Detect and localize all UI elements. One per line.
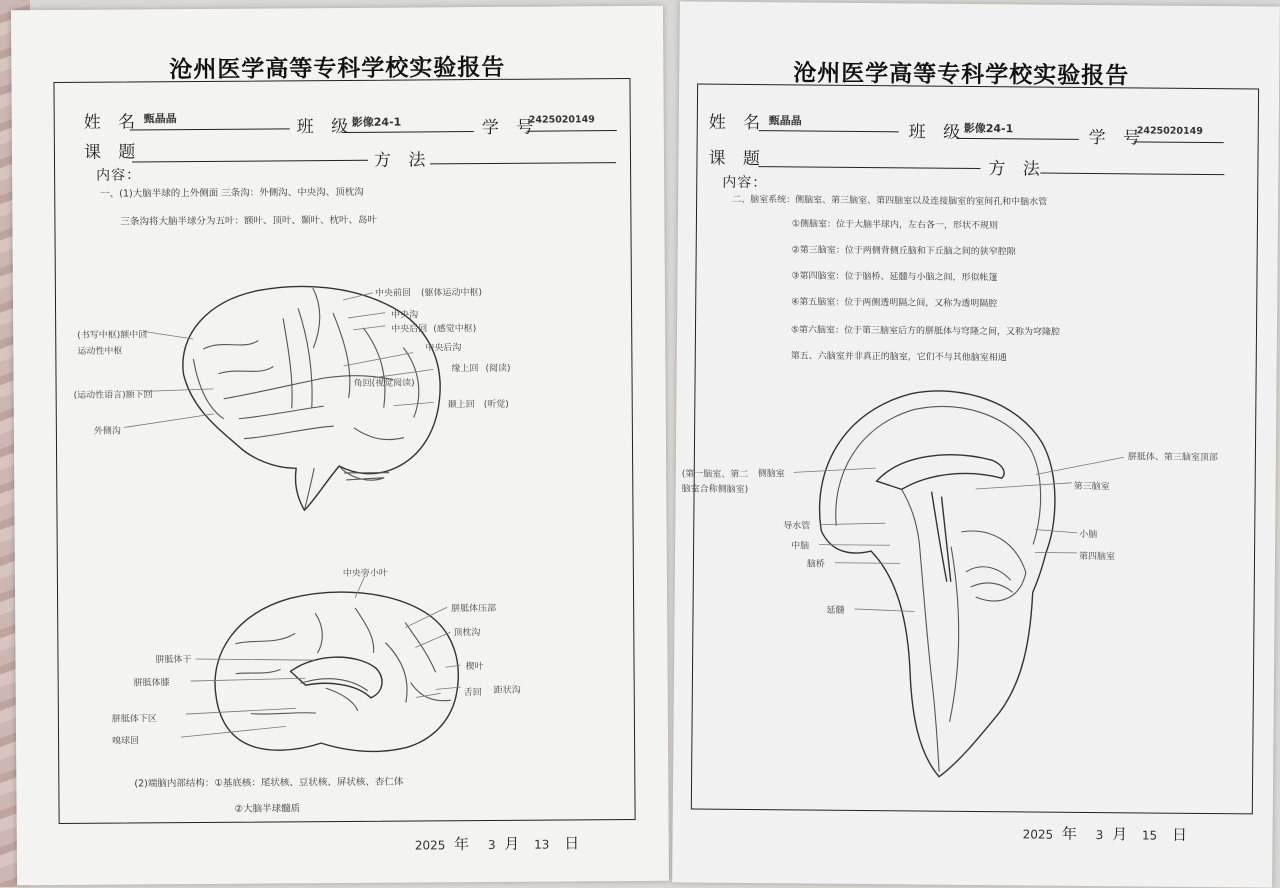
right-sheet-title: 沧州医学高等专科学校实验报告 (793, 59, 1130, 90)
left-report-date (415, 832, 580, 854)
left-class-value: 影像24-1 (351, 115, 402, 129)
label-lingual-gyrus: 舌回 (463, 688, 482, 699)
label-calcarine-sulcus: 距状沟 (493, 685, 521, 696)
left-id-label: 学 号 (481, 117, 540, 139)
label-subcallosal: 胼胝体下区 (111, 714, 157, 725)
label-midbrain: 中脑 (791, 541, 810, 552)
left-date-month-word: 月 (504, 834, 520, 853)
left-bottom-note-1: (2)端脑内部结构：①基底核：尾状核、豆状核、屏状核、杏仁体 (134, 776, 404, 790)
right-content-line-6: ⑤第六脑室：位于第三脑室后方的胼胝体与穹隆之间，又称为穹隆腔 (790, 325, 1061, 338)
left-date-month: 3 (487, 837, 496, 852)
left-id-value: 2425020149 (528, 114, 595, 126)
left-topic-label: 课 题 (83, 142, 142, 163)
label-left-note-3: (运动性语言)额下回 (73, 390, 153, 401)
left-method-label: 方 法 (373, 150, 432, 171)
left-date-day-word: 日 (564, 834, 580, 853)
label-visual-reading: (视觉阅读) (371, 378, 415, 389)
right-id-label: 学 号 (1088, 127, 1147, 149)
right-date-month-word: 月 (1112, 825, 1128, 844)
figure2-leader-lines (11, 6, 669, 886)
label-lateral-sulcus: 外侧沟 (93, 426, 121, 437)
label-angular-gyrus: 角回 (353, 378, 372, 389)
label-aqueduct: 导水管 (783, 521, 811, 532)
label-corpus-callosum-body: 胼胝体干 (155, 655, 192, 666)
right-content-line-1: 二、脑室系统：侧脑室、第三脑室、第四脑室以及连接脑室的室间孔和中脑水管 (732, 194, 1048, 208)
left-content-line-1: 一、(1)大脑半球的上外侧面 三条沟：外侧沟、中央沟、顶枕沟 (100, 186, 364, 200)
label-medulla: 延髓 (826, 605, 845, 616)
left-name-label: 姓 名 (83, 112, 142, 133)
right-report-sheet (672, 1, 1280, 887)
label-genu: 胼胝体膝 (133, 678, 170, 689)
label-motor-center: (躯体运动中枢) (420, 288, 483, 299)
right-content-line-4: ③第四脑室：位于脑桥、延髓与小脑之间，形似帐篷 (791, 271, 998, 284)
label-third-ventricle: 第三脑室 (1073, 481, 1110, 493)
left-class-label: 班 级 (296, 116, 355, 138)
right-content-line-2: ①侧脑室：位于大脑半球内，左右各一，形状不规则 (791, 219, 999, 232)
label-reading: (阅读) (485, 363, 511, 374)
right-date-day: 15 (1141, 828, 1158, 843)
label-corpus-roof: 胼胝体、第三脑室顶部 (1127, 452, 1218, 464)
left-date-day: 13 (534, 837, 550, 852)
label-precentral-gyrus: 中央前回 (374, 288, 411, 299)
label-olfactory: 嗅球回 (112, 736, 140, 747)
label-left-note: (第一脑室、第二脑室合称侧脑室) (681, 469, 749, 496)
left-report-sheet (11, 6, 669, 886)
left-date-year-word: 年 (454, 835, 470, 854)
label-pons: 脑桥 (806, 559, 826, 570)
sagittal-leader-lines (672, 1, 1280, 887)
label-left-note-2: 运动性中枢 (77, 346, 123, 357)
label-cerebellum: 小脑 (1079, 529, 1098, 541)
right-content-line-3: ②第三脑室：位于两侧背侧丘脑和下丘脑之间的狭窄腔隙 (791, 245, 1016, 258)
right-name-label: 姓 名 (708, 112, 767, 134)
right-date-month: 3 (1095, 828, 1104, 843)
left-sheet-title: 沧州医学高等专科学校实验报告 (169, 53, 506, 84)
left-content-label: 内容： (96, 167, 142, 184)
right-class-value: 影像24-1 (963, 121, 1014, 136)
label-fourth-ventricle: 第四脑室 (1078, 551, 1116, 563)
right-date-day-word: 日 (1171, 825, 1188, 844)
right-date-year-word: 年 (1061, 824, 1078, 843)
left-name-value: 甄晶晶 (143, 112, 177, 126)
label-postcentral-gyrus: 中央后回 (391, 324, 428, 335)
right-report-date (1023, 822, 1188, 844)
right-method-label: 方 法 (988, 159, 1046, 180)
left-content-line-2: 三条沟将大脑半球分为五叶：额叶、顶叶、颞叶、枕叶、岛叶 (120, 214, 377, 228)
label-cuneus: 楔叶 (465, 662, 484, 673)
label-sensory-center: (感觉中枢) (433, 324, 477, 335)
right-content-label: 内容： (722, 174, 768, 192)
left-bottom-note-2: ②大脑半球髓质 (234, 803, 301, 815)
right-class-label: 班 级 (908, 122, 967, 143)
label-central-sulcus: 中央沟 (391, 310, 419, 321)
label-paracentral-lobule: 中央旁小叶 (342, 568, 388, 579)
right-content-line-5: ④第五脑室：位于两侧透明隔之间，又称为透明隔腔 (791, 297, 998, 310)
label-lateral-ventricle: 侧脑室 (757, 469, 785, 480)
right-date-year: 2025 (1022, 827, 1054, 842)
label-splenium: 胼胝体压部 (451, 603, 497, 615)
label-parieto-occipital-sulcus: 顶枕沟 (453, 628, 481, 639)
right-content-line-7: 第五、六脑室并非真正的脑室，它们不与其他脑室相通 (790, 351, 1007, 364)
right-name-value: 甄晶晶 (768, 114, 802, 128)
right-topic-label: 课 题 (708, 148, 766, 170)
label-hearing: (听觉) (483, 399, 509, 410)
label-supramarginal: 缘上回 (451, 364, 479, 375)
label-temporal-gyrus: 颞上回 (447, 400, 475, 411)
right-id-value: 2425020149 (1136, 125, 1203, 137)
label-left-note-1: (书写中枢)额中回 (77, 330, 148, 341)
label-postcentral-sulcus: 中央后沟 (425, 343, 462, 354)
left-date-year: 2025 (414, 838, 446, 853)
